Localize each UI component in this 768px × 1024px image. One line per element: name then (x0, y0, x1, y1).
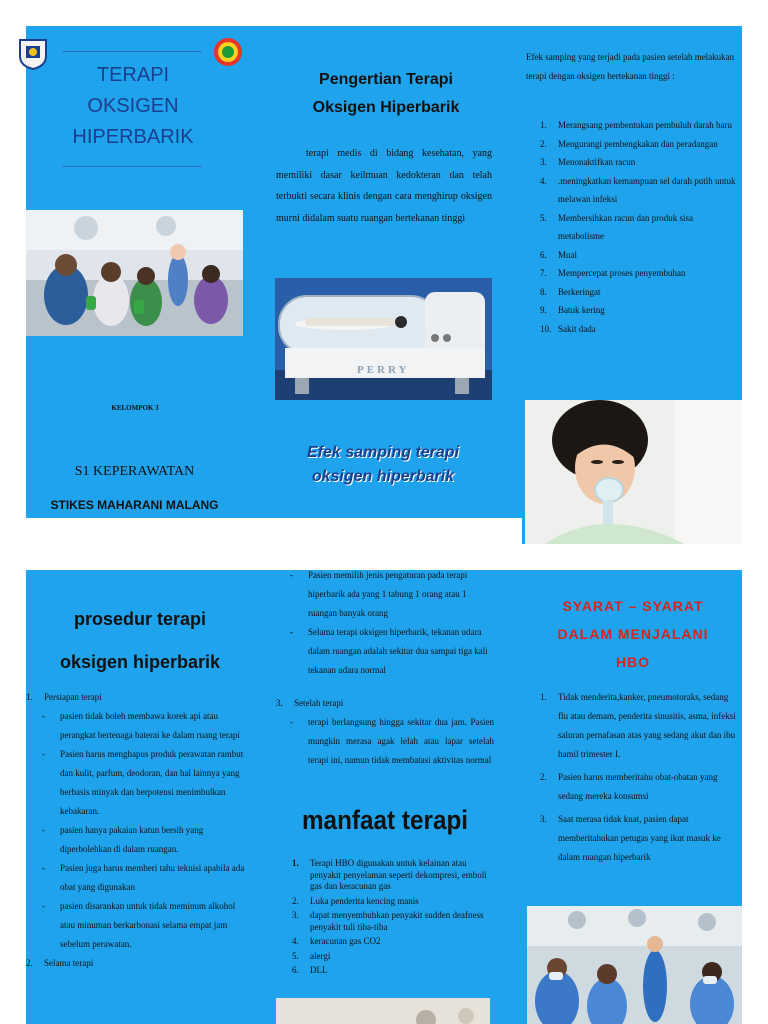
after-therapy-item: - terapi berlangsung hingga sekitar dua jam. Pasien mungkin merasa agak lelah atau lapar setelah terapi ini, namun tidak membatasi aktivitas normal (290, 713, 494, 770)
definition-heading-line-1: Pengertian Terapi (319, 71, 453, 88)
oxygen-mask-patient-photo (525, 400, 742, 544)
procedure-heading (26, 598, 254, 684)
procedure-step-3-label: 3. Setelah terapi (276, 698, 344, 708)
side-effect-item: 3. Menonaktifkan racun (540, 157, 636, 167)
procedure-step-3 (276, 694, 494, 770)
benefit-item: 3. dapat menyembuhkan penyakit sudden deafness penyakit tuli tiba-tiba (292, 910, 484, 932)
cover-title-line-2: OKSIGEN (87, 95, 179, 117)
during-therapy-item: - Pasien memilih jenis pengaturan pada terapi hiperbarik ada yang 1 tabung 1 orang atau 1 ruangan banyak orang (290, 566, 496, 623)
cover-rule-top (62, 51, 202, 52)
requirements-heading-line-3: HBO (615, 654, 651, 670)
side-effects-list (540, 116, 740, 338)
side-effect-item: 5. Membersihkan racun dan produk sisa metabolisme (540, 212, 693, 241)
requirement-item: 3. Saat merasa tidak kuat, pasien dapat memberitahukan petugas yang ikut masuk ke dalam ruangan hiperbarik (540, 814, 721, 862)
during-therapy-list (290, 566, 496, 680)
program-label: S1 KEPERAWATAN (74, 464, 195, 479)
monoplace-chamber-photo (275, 278, 492, 400)
requirements-heading-line-2: DALAM MENJALANI (557, 626, 709, 642)
procedure-heading-line-2: oksigen hiperbarik (59, 652, 221, 672)
side-effects-heading (270, 441, 496, 489)
school-label: STIKES MAHARANI MALANG (50, 498, 219, 512)
cover-title (62, 60, 204, 153)
preparation-item: - Pasien juga harus memberi tahu teknisi apabila ada obat yang digunakan (42, 859, 250, 897)
bottom-equipment-photo (276, 998, 490, 1024)
benefit-item: 2. Luka penderita kencing manis (292, 895, 419, 906)
side-effects-intro: Efek samping yang terjadi pada pasien setelah melakukan terapi dengan oksigen bertekanan tinggi : (526, 52, 735, 81)
procedure-heading-line-1: prosedur terapi (73, 609, 207, 629)
requirement-item: 2. Pasien harus memberitahu obat-obatan yang sedang mereka konsumsi (540, 772, 718, 801)
definition-text: terapi medis di bidang kesehatan, yang memiliki dasar keilmuan kedokteran dan telah terbukti secara klinis dengan cara menghirup oksigen murni didalam suatu ruangan bertekanan tinggi (276, 148, 492, 224)
benefits-list (292, 858, 494, 977)
side-effect-item: 8. Berkeringat (540, 286, 601, 297)
benefit-item: 1. Terapi HBO digunakan untuk kelainan atau penyakit penyelaman seperti dekompresi, emboli gas dan keracunan gas (292, 858, 487, 891)
side-effect-item: 1. Merangsang pembentukan pembuluh darah baru (540, 120, 732, 130)
definition-heading (276, 66, 496, 122)
institution-logo-right (213, 37, 243, 67)
definition-heading-line-2: Oksigen Hiperbarik (312, 99, 460, 116)
side-effect-item: 6. Mual (540, 249, 577, 260)
benefits-heading: manfaat terapi (301, 805, 469, 835)
requirements-list (540, 688, 740, 867)
group-label: KELOMPOK 3 (111, 404, 159, 412)
side-effect-item: 4. .meningkatkan kemampuan sel darah putih untuk melawan infeksi (540, 175, 736, 204)
benefit-item: 5. alergi (292, 950, 331, 961)
during-therapy-item: - Selama terapi oksigen hiperbarik, tekanan udara dalam ruangan adalah sekitar dua sampai tiga kali tekanan udara normal (290, 623, 496, 680)
side-effect-item: 7. Mempercepat proses penyembuhan (540, 268, 686, 278)
procedure-step-2-label: 2. Selama terapi (26, 958, 94, 968)
side-effect-item: 10. Sakit dada (540, 323, 596, 334)
school-logo-left (18, 36, 48, 70)
benefit-item: 4. keracunan gas CO2 (292, 936, 381, 946)
multiplace-chamber-photo (527, 906, 742, 1024)
procedure-step-1 (26, 688, 274, 973)
side-effects-heading-line-2: oksigen hiperbarik (311, 468, 455, 485)
benefit-item: 6. DLL (292, 965, 328, 975)
chamber-brand: PERRY (357, 364, 410, 376)
side-effect-item: 9. Batuk kering (540, 305, 605, 315)
side-effect-item: 2. Mengurangi pembengkakan dan peradangan (540, 138, 718, 149)
preparation-item: - pasien hanya pakaian katun bersih yang diperbolehkan di dalam ruangan. (42, 821, 250, 859)
procedure-step-1-label: 1. Persiapan terapi (26, 692, 102, 702)
preparation-item: - pasien tidak boleh membawa korek api atau perangkat bertenaga baterai ke dalam ruang terapi (42, 707, 250, 745)
preparation-item: - pasien disarankan untuk tidak meminum alkohol atau minuman berkarbonasi selama empat jam sebelum perawatan. (42, 897, 250, 954)
requirements-heading (528, 592, 738, 676)
requirements-heading-line-1: SYARAT – SYARAT (562, 598, 704, 614)
cover-title-line-3: HIPERBARIK (72, 126, 194, 148)
requirement-item: 1. Tidak menderita,kanker, pneumotoraks, sedang flu atau demam, penderita sinusitis, asma, infeksi saluran pernafasan atas yang sedang akut dan ibu hamil trimester I. (540, 692, 736, 759)
group-chamber-photo (26, 210, 243, 336)
cover-rule-bottom (62, 166, 202, 167)
preparation-item: - Pasien harus menghapus produk perawatan rambut dan kulit, parfum, deodoran, dan hal lainnya yang berbasis minyak dan berpotensi menimbulkan kebakaran. (42, 745, 250, 821)
cover-title-line-1: TERAPI (96, 64, 170, 86)
side-effects-heading-line-1: Efek samping terapi (306, 444, 460, 461)
